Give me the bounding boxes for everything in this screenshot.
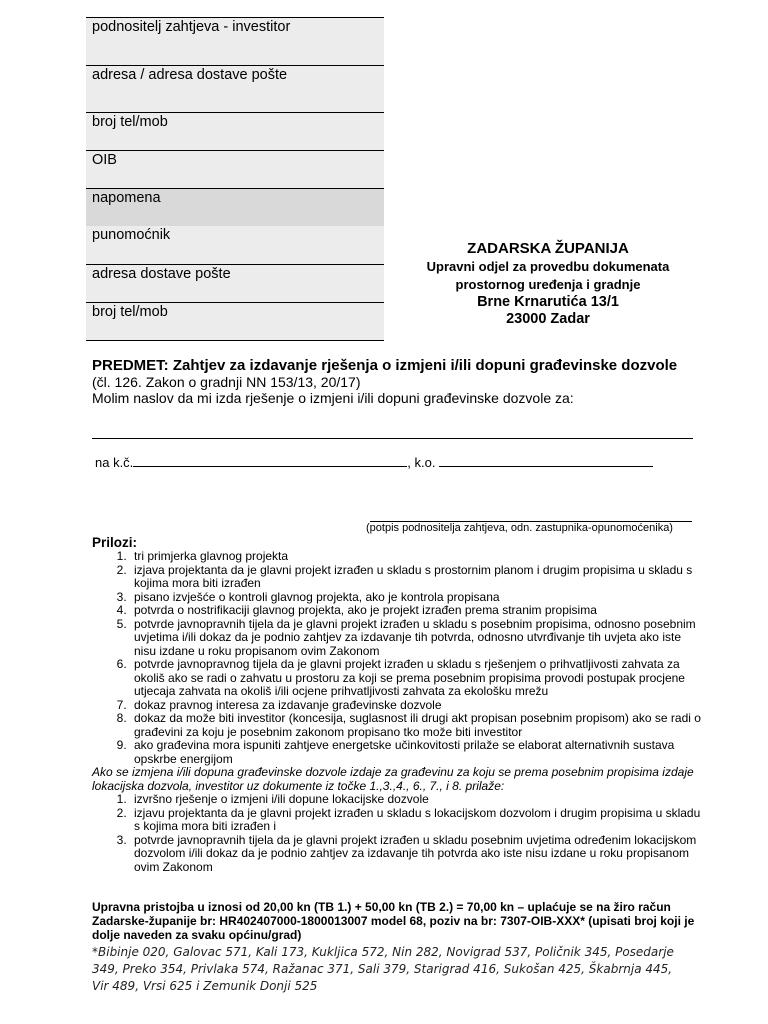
field-label: broj tel/mob	[92, 114, 168, 130]
list-item: 3. pisano izvješće o kontroli glavnog projekta, ako je kontrola propisana	[130, 591, 702, 605]
field-label: adresa dostave pošte	[92, 266, 231, 282]
field-label: adresa / adresa dostave pošte	[92, 67, 288, 83]
field-label: punomoćnik	[92, 227, 171, 243]
signature-label: (potpis podnositelja zahtjeva, odn. zastupnika-opunomoćenika)	[366, 522, 673, 534]
list-item: 3. potvrde javnopravnih tijela da je glavni projekt izrađen u skladu posebnim uvjetima određenim lokacijskom dozvolom i/ili dokaz da je podnio zahtjev za izdavanje tih potvrda ako iste nisu izdane u roku propisanom ovim Zakonom	[130, 834, 702, 875]
list-item: 4. potvrda o nostrifikaciji glavnog projekta, ako je projekt izrađen prema stranim propisima	[130, 604, 702, 618]
field-oib[interactable]	[86, 150, 384, 188]
attachments-list	[92, 550, 702, 766]
kc-input-line[interactable]	[133, 453, 407, 467]
applicant-fields	[86, 17, 384, 341]
field-label: OIB	[92, 152, 117, 168]
fields-bottom-line	[86, 340, 384, 341]
field-phone[interactable]	[86, 112, 384, 150]
list-item: 7. dokaz pravnog interesa za izdavanje građevinske dozvole	[130, 699, 702, 713]
field-note[interactable]	[86, 188, 384, 226]
subject-title: PREDMET: Zahtjev za izdavanje rješenja o izmjeni i/ili dopuni građevinske dozvole	[92, 357, 678, 374]
list-item: 6. potvrde javnopravnog tijela da je glavni projekt izrađen u skladu s rješenjem o prihvatljivosti zahvata za okoliš ako se radi o zahvatu u prostoru za koji se prema posebnim propisima provodi postupak procjene utjecaja zahvata na okoliš i/ili ocjene prihvatljivosti zahvata za ekološku mrežu	[130, 658, 702, 699]
extra-attachments-list	[92, 793, 702, 874]
field-proxy[interactable]	[86, 226, 384, 264]
field-label: broj tel/mob	[92, 304, 168, 320]
attachments-heading: Prilozi:	[92, 535, 138, 550]
list-item: 9. ako građevina mora ispuniti zahtjeve energetske učinkovitosti prilaže se elaborat alternativnih sustava opskrbe energijom	[130, 739, 702, 766]
office-street: Brne Krnarutića 13/1	[477, 294, 619, 310]
field-applicant[interactable]	[86, 17, 384, 65]
subject-block	[92, 357, 702, 406]
list-item: 5. potvrde javnopravnih tijela da je glavni projekt izrađen u skladu s posebnim propisima, odnosno posebnim uvjetima i/ili dokaz da je podnio zahtjev za izdavanje tih potvrda, odnosno utvrđivanje tih uvjeta ako iste nisu izdane u roku propisanom ovim Zakonom	[130, 618, 702, 659]
field-proxy-phone[interactable]	[86, 302, 384, 340]
municipality-codes: *Bibinje 020, Galovac 571, Kali 173, Kukljica 572, Nin 282, Novigrad 537, Poličnik 345, Posedarje 349, Preko 354, Privlaka 574, Ražanac 371, Sali 379, Starigrad 416, Sukošan 425, Škabrnja 445, Vir 489, Vrsi 625 i Zemunik Donji 525	[92, 945, 674, 993]
field-address[interactable]	[86, 65, 384, 112]
field-label: podnositelj zahtjeva - investitor	[92, 19, 291, 35]
legal-reference: (čl. 126. Zakon o gradnji NN 153/13, 20/17)	[92, 374, 361, 390]
list-item: 1. tri primjerka glavnog projekta	[130, 550, 702, 564]
ko-label: , k.o.	[407, 455, 436, 470]
list-item: 2. izjava projektanta da je glavni projekt izrađen u skladu s prostornim planom i drugim propisima u skladu s kojima mora biti izrađen	[130, 564, 702, 591]
office-address	[398, 240, 698, 327]
fee-info: Upravna pristojba u iznosi od 20,00 kn (TB 1.) + 50,00 kn (TB 2.) = 70,00 kn – uplaćuje se na žiro račun Zadarske-županije br: HR402407000-1800013007 model 68, poziv na br: 7307-OIB-XXX* (upisati broj koji je dolje naveden za svaku općinu/grad)	[92, 900, 695, 942]
office-name: ZADARSKA ŽUPANIJA	[467, 240, 629, 257]
location-permit-note: Ako se izmjena i/ili dopuna građevinske dozvole izdaje za građevinu za koju se prema posebnim propisima izdaje lokacijska dozvola, investitor uz dokumente iz točke 1.,3.,4., 6., 7., i 8. prilaže:	[92, 765, 694, 793]
list-item: 2. izjavu projektanta da je glavni projekt izrađen u skladu s lokacijskom dozvolom i drugim propisima u skladu s kojima mora biti izrađen i	[130, 807, 702, 834]
description-line[interactable]	[92, 438, 693, 439]
attachments	[92, 535, 702, 874]
office-department-2: prostornog uređenja i gradnje	[455, 277, 641, 292]
list-item: 8. dokaz da može biti investitor (koncesija, suglasnost ili drugi akt propisan posebnim propisom) ako se radi o građevini za koju je posebnim zakonom propisano tko može biti investitor	[130, 712, 702, 739]
list-item: 1. izvršno rješenje o izmjeni i/ili dopune lokacijske dozvole	[130, 793, 702, 807]
field-label: napomena	[92, 190, 161, 206]
ko-input-line[interactable]	[439, 453, 653, 467]
parcel-line	[95, 453, 653, 470]
field-proxy-address[interactable]	[86, 264, 384, 302]
office-city: 23000 Zadar	[506, 311, 590, 327]
office-department-1: Upravni odjel za provedbu dokumenata	[426, 259, 670, 274]
kc-label: na k.č.	[95, 455, 134, 470]
request-text: Molim naslov da mi izda rješenje o izmjeni i/ili dopuni građevinske dozvole za:	[92, 390, 574, 406]
